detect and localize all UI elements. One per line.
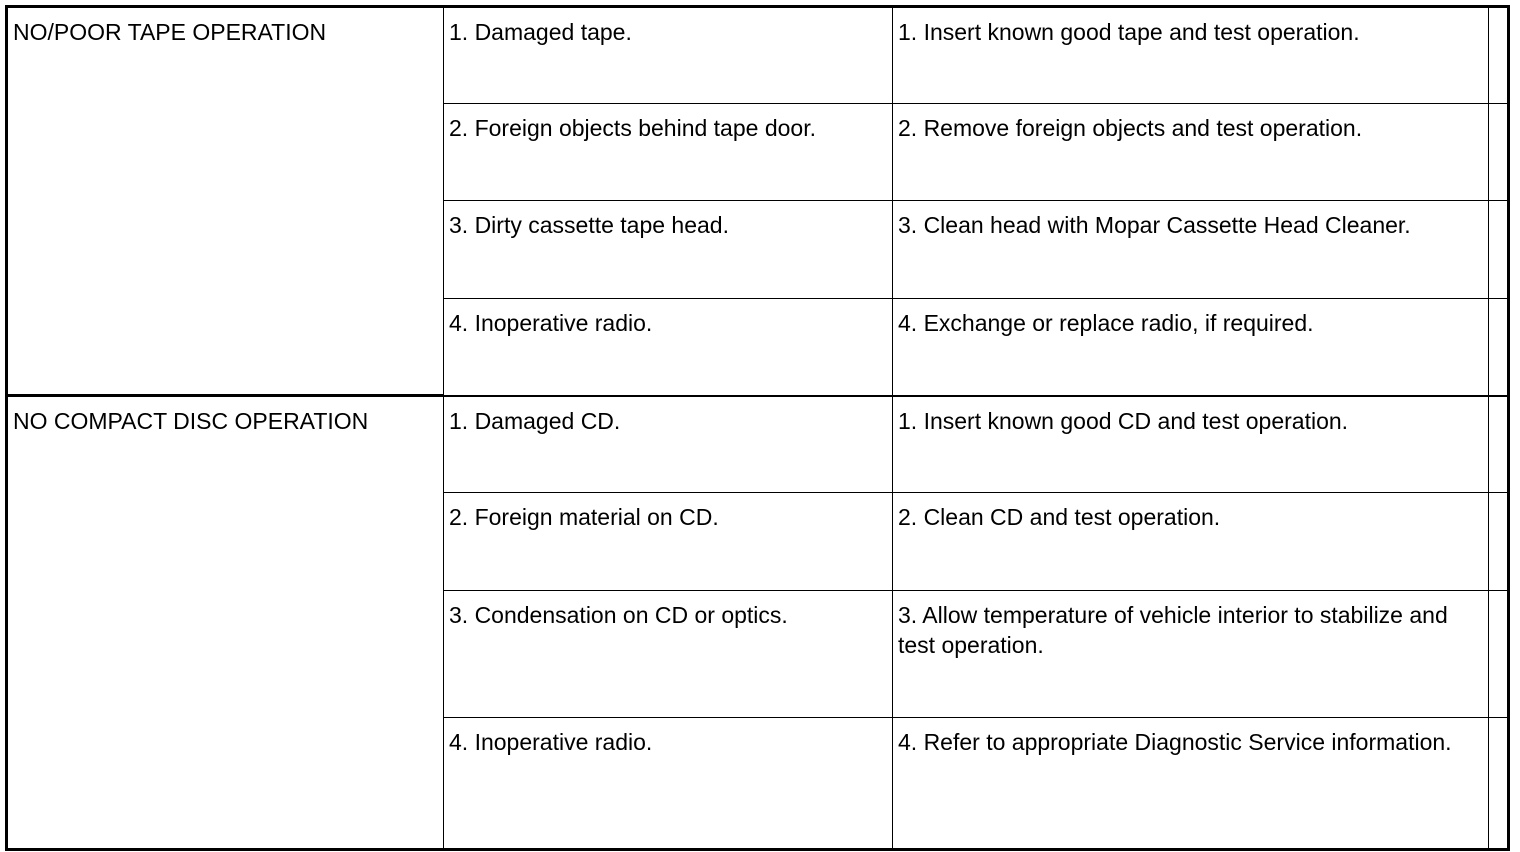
table-row [7, 7, 1509, 104]
blank-cell [1489, 396, 1509, 493]
blank-cell [1489, 591, 1509, 718]
blank-cell [1489, 718, 1509, 850]
correction-cell: 1. Insert known good CD and test operation. [893, 396, 1489, 493]
blank-cell [1489, 7, 1509, 104]
diagnosis-table [5, 5, 1510, 851]
correction-cell: 4. Exchange or replace radio, if required. [893, 299, 1489, 396]
correction-cell: 1. Insert known good tape and test operation. [893, 7, 1489, 104]
cause-cell: 1. Damaged CD. [444, 396, 893, 493]
cause-cell: 2. Foreign objects behind tape door. [444, 104, 893, 201]
cause-cell: 4. Inoperative radio. [444, 299, 893, 396]
diagnosis-table-frame [5, 5, 1507, 848]
correction-cell: 3. Allow temperature of vehicle interior to stabilize and test operation. [893, 591, 1489, 718]
correction-cell: 3. Clean head with Mopar Cassette Head Cleaner. [893, 201, 1489, 299]
table-row [7, 396, 1509, 493]
blank-cell [1489, 201, 1509, 299]
correction-cell: 2. Clean CD and test operation. [893, 493, 1489, 591]
correction-cell: 4. Refer to appropriate Diagnostic Service information. [893, 718, 1489, 850]
cause-cell: 4. Inoperative radio. [444, 718, 893, 850]
blank-cell [1489, 104, 1509, 201]
cause-cell: 2. Foreign material on CD. [444, 493, 893, 591]
cause-cell: 3. Condensation on CD or optics. [444, 591, 893, 718]
cause-cell: 1. Damaged tape. [444, 7, 893, 104]
cause-cell: 3. Dirty cassette tape head. [444, 201, 893, 299]
condition-cell: NO COMPACT DISC OPERATION [7, 396, 444, 850]
blank-cell [1489, 299, 1509, 396]
condition-cell: NO/POOR TAPE OPERATION [7, 7, 444, 396]
correction-cell: 2. Remove foreign objects and test operation. [893, 104, 1489, 201]
blank-cell [1489, 493, 1509, 591]
